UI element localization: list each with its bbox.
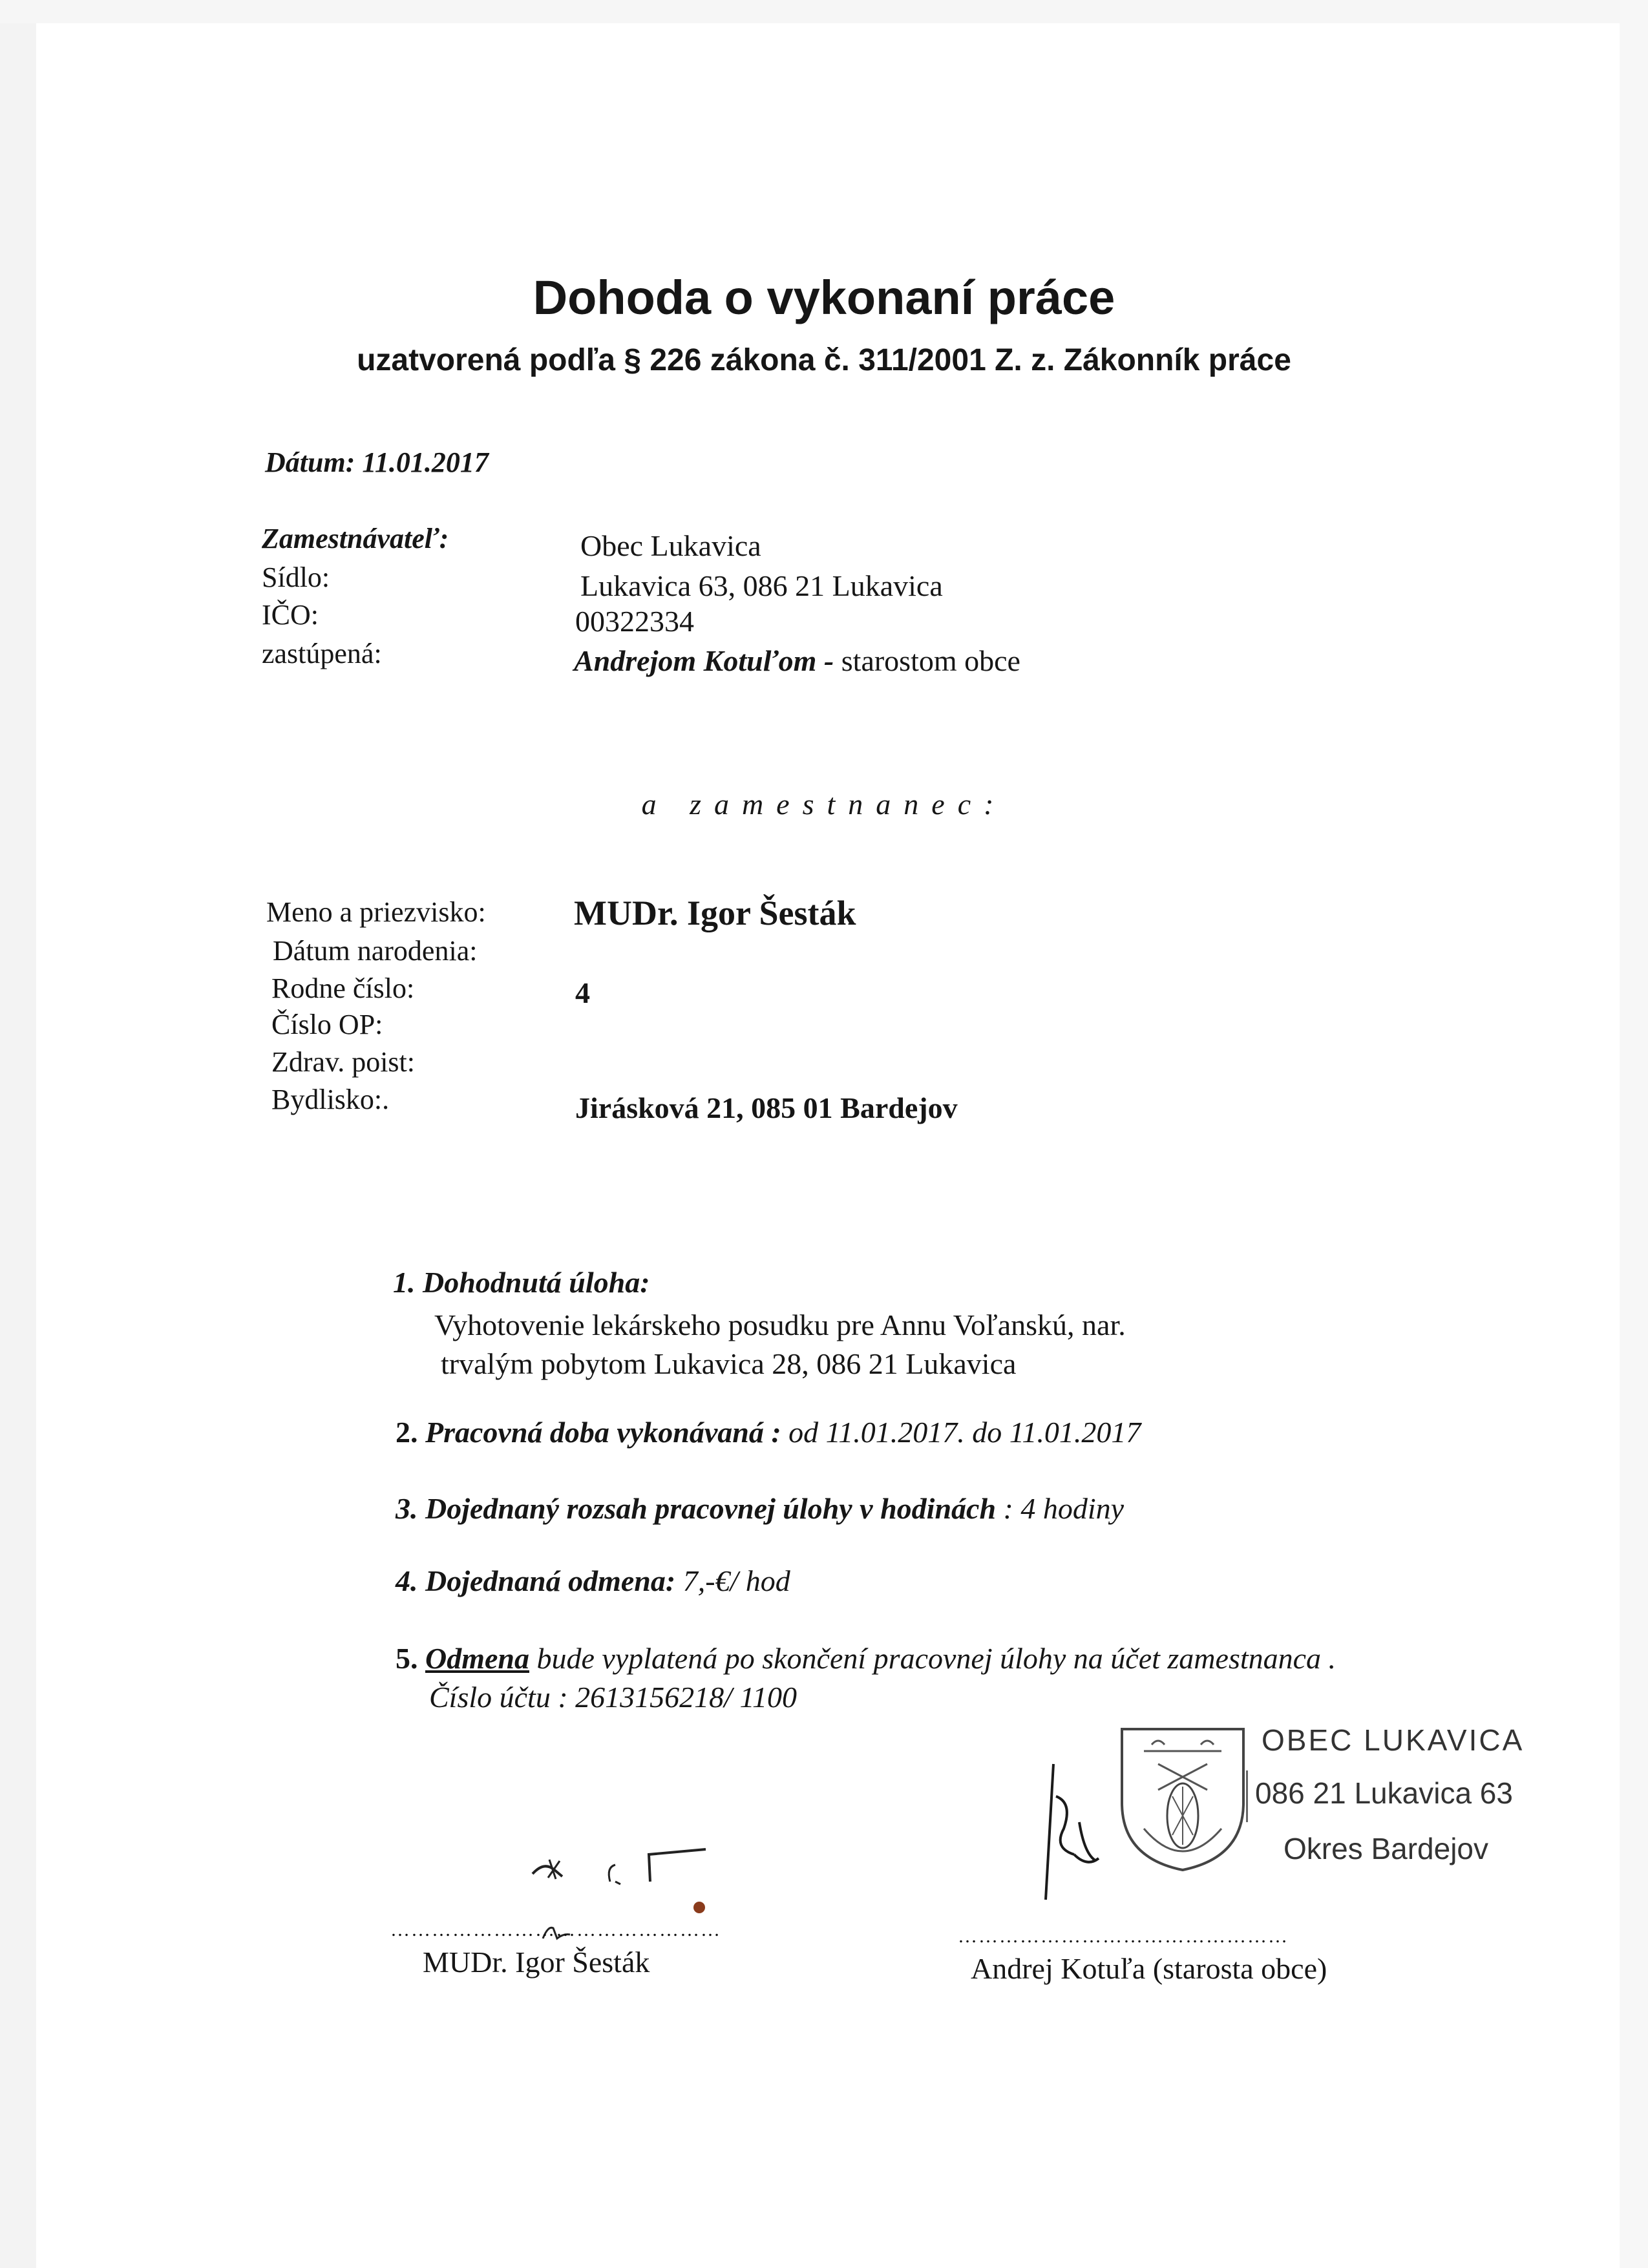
id-number-label: Rodne číslo: (271, 972, 415, 1004)
employer-ico: 00322334 (575, 605, 694, 638)
stamp-divider (1246, 1770, 1248, 1822)
item-4 (396, 1564, 790, 1598)
ico-label: IČO: (262, 599, 319, 631)
employer-signature-line: ………………………………………… (958, 1926, 1289, 1947)
stamp-line-2: 086 21 Lukavica 63 (1255, 1776, 1513, 1810)
item-4-number: 4. (396, 1564, 418, 1597)
scan-right-edge (1620, 0, 1648, 2268)
item-4-title: Dojednaná odmena: (425, 1564, 676, 1597)
item-2 (396, 1415, 1141, 1449)
employer-seat: Lukavica 63, 086 21 Lukavica (580, 569, 943, 602)
item-1 (393, 1265, 650, 1299)
scan-left-edge (0, 0, 36, 2268)
insurance-label: Zdrav. poist: (271, 1046, 415, 1078)
employee-signature-name: MUDr. Igor Šesták (423, 1946, 650, 1979)
id-number-value: 4 (575, 976, 590, 1009)
municipal-coat-of-arms-icon (1118, 1725, 1247, 1874)
item-5 (396, 1641, 1336, 1675)
item-5-account: Číslo účtu : 2613156218/ 1100 (429, 1681, 798, 1714)
employee-name-label: Meno a priezvisko: (266, 896, 486, 928)
document-subtitle: uzatvorená podľa § 226 zákona č. 311/2001 Z. z. Zákonník práce (357, 343, 1291, 377)
representative-role: starostom obce (834, 644, 1020, 677)
item-5-number: 5. (396, 1642, 418, 1675)
employer-heading: Zamestnávateľ: (262, 523, 449, 554)
item-4-value: 7,-€/ hod (675, 1564, 790, 1597)
address-label: Bydlisko:. (271, 1084, 390, 1115)
stamp-line-1: OBEC LUKAVICA (1262, 1723, 1525, 1757)
employee-separator: a zamestnanec: (641, 788, 1007, 821)
representative-label: zastúpená: (262, 638, 382, 669)
item-3-value: : 4 hodiny (996, 1492, 1125, 1525)
item-1-number: 1. (393, 1266, 416, 1299)
representative-name: Andrejom Kotuľom - (574, 644, 834, 677)
item-1-title: Dohodnutá úloha: (423, 1266, 650, 1299)
item-3 (396, 1491, 1124, 1526)
employee-address: Jirásková 21, 085 01 Bardejov (575, 1091, 958, 1124)
item-1-line-2: trvalým pobytom Lukavica 28, 086 21 Lukavica (441, 1347, 1017, 1380)
employee-name: MUDr. Igor Šesták (574, 894, 856, 932)
item-2-value: od 11.01.2017. do 11.01.2017 (781, 1416, 1141, 1449)
id-card-label: Číslo OP: (271, 1009, 383, 1040)
item-1-line-1: Vyhotovenie lekárskeho posudku pre Annu Voľanskú, nar. (434, 1308, 1126, 1341)
item-3-number: 3. (396, 1492, 418, 1525)
document-date (265, 446, 489, 479)
document-title: Dohoda o vykonaní práce (533, 271, 1115, 324)
employer-handwritten-signature (1034, 1758, 1105, 1906)
date-label: Dátum: (265, 446, 355, 478)
date-value: 11.01.2017 (362, 446, 489, 478)
item-3-title: Dojednaný rozsah pracovnej úlohy v hodinách (425, 1492, 997, 1525)
employee-signature-line: ………………………………………… (390, 1919, 721, 1940)
item-5-title: Odmena (425, 1642, 529, 1675)
employer-name: Obec Lukavica (580, 529, 761, 562)
item-5-text: bude vyplatená po skončení pracovnej úlohy na účet zamestnanca . (529, 1642, 1336, 1675)
scan-top-edge (0, 0, 1648, 23)
item-2-number: 2. (396, 1416, 418, 1449)
birth-date-label: Dátum narodenia: (273, 935, 478, 967)
item-2-title: Pracovná doba vykonávaná : (425, 1416, 781, 1449)
employer-signature-name: Andrej Kotuľa (starosta obce) (971, 1952, 1327, 1985)
employer-representative (574, 644, 1020, 678)
stamp-line-3: Okres Bardejov (1284, 1832, 1489, 1865)
seat-label: Sídlo: (262, 562, 330, 593)
